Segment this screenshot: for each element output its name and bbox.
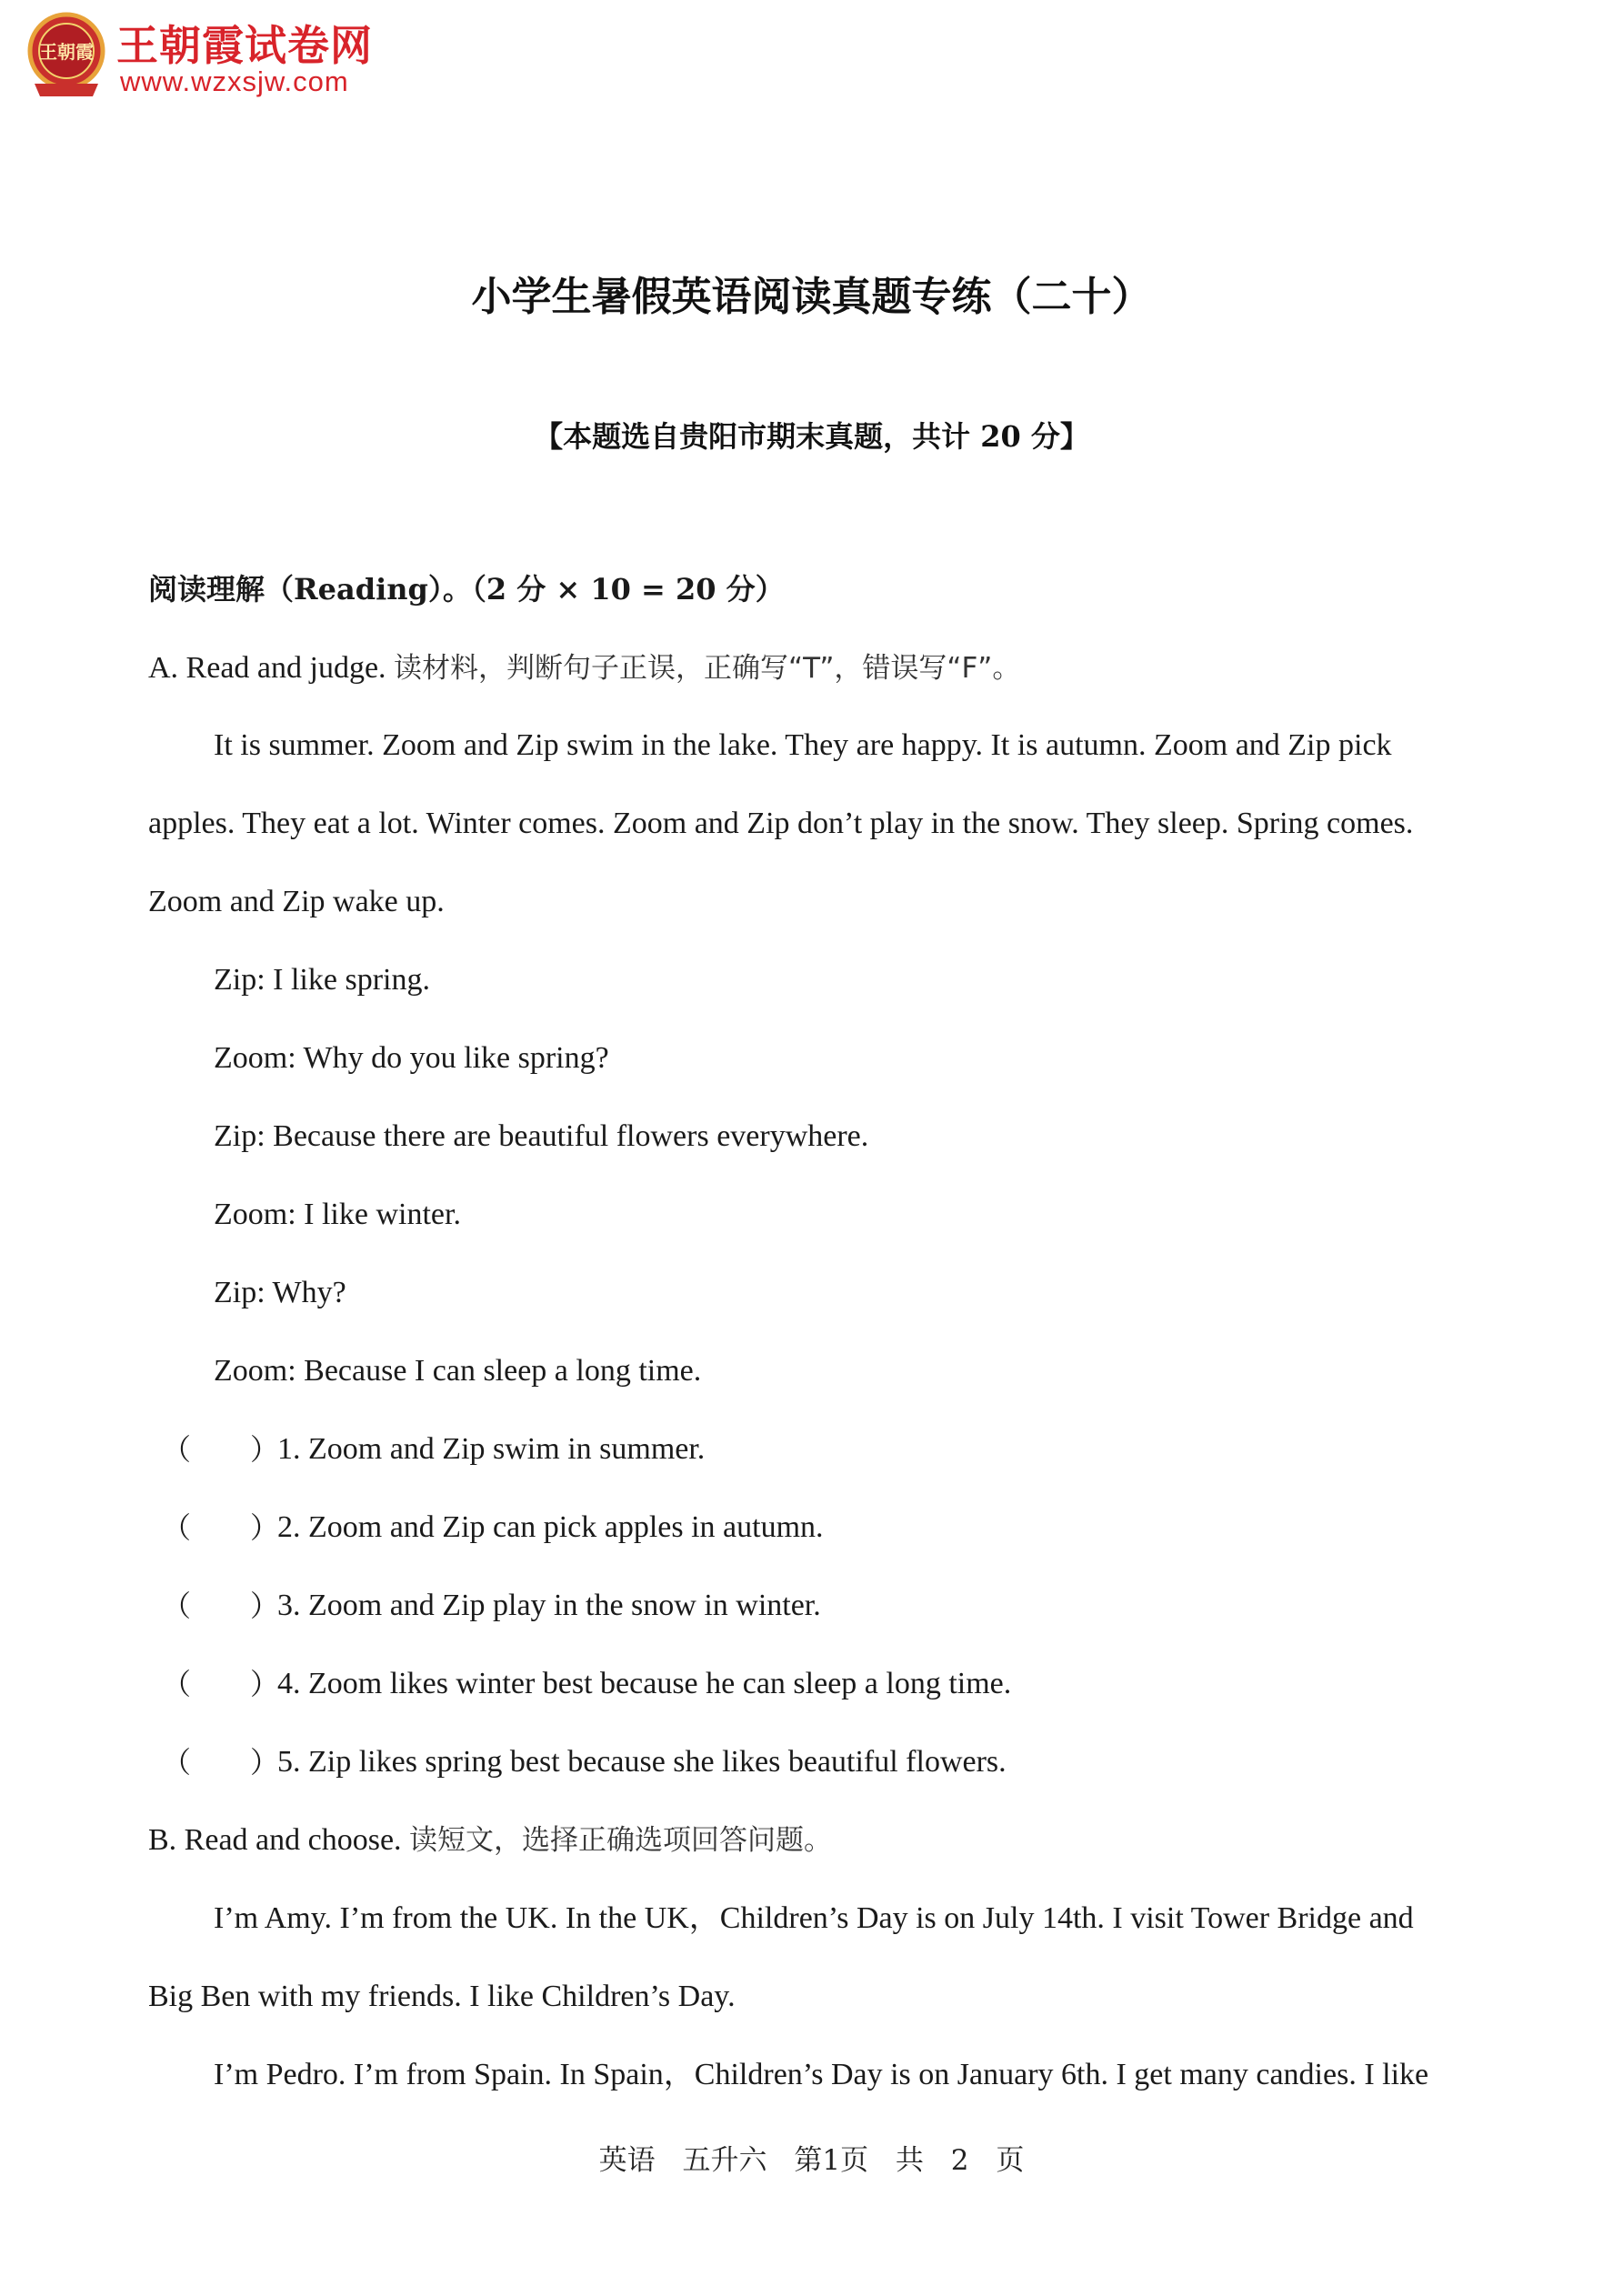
answer-blank-close: ） (250, 1668, 280, 1700)
answer-blank-open[interactable]: （ (162, 1668, 192, 1700)
site-name: 王朝霞试卷网 (116, 21, 373, 70)
passage-b-line: I’m Pedro. I’m from Spain. In Spain，Children’s Day is on January 6th. I get many candies. I like (214, 2058, 1429, 2091)
part-a-heading (148, 650, 1020, 687)
part-a-instruction: 读材料，判断句子正误，正确写“T”，错误写“F”。 (394, 652, 1021, 685)
answer-blank-open[interactable]: （ (162, 1589, 192, 1622)
dialogue-line: Zip: Why? (214, 1276, 346, 1309)
part-b-label: B. Read and choose. (148, 1823, 402, 1857)
section-heading: 阅读理解（Reading）。（2 分 × 10 = 20 分） (148, 572, 785, 607)
dialogue-line: Zoom: Why do you like spring? (214, 1041, 609, 1075)
page-title: 小学生暑假英语阅读真题专练（二十） (471, 274, 1152, 320)
part-b-heading (148, 1822, 832, 1859)
site-logo (25, 11, 407, 102)
answer-blank-open[interactable]: （ (162, 1433, 192, 1466)
page-subtitle: 【本题选自贵阳市期末真题，共计 20 分】 (534, 419, 1089, 454)
dialogue-line: Zip: I like spring. (214, 963, 430, 997)
passage-a-line: apples. They eat a lot. Winter comes. Zoom and Zip don’t play in the snow. They sleep. Spring comes. (148, 807, 1414, 840)
dialogue-line: Zoom: I like winter. (214, 1198, 461, 1231)
answer-blank-close: ） (250, 1433, 280, 1466)
passage-b-line: Big Ben with my friends. I like Children’s Day. (148, 1980, 736, 2013)
part-b-instruction: 读短文，选择正确选项回答问题。 (409, 1824, 833, 1857)
question-text: 4. Zoom likes winter best because he can sleep a long time. (277, 1667, 1012, 1700)
answer-blank-close: ） (250, 1511, 280, 1544)
dialogue-line: Zip: Because there are beautiful flowers everywhere. (214, 1119, 869, 1153)
question-text: 1. Zoom and Zip swim in summer. (277, 1432, 706, 1466)
dialogue-line: Zoom: Because I can sleep a long time. (214, 1354, 702, 1388)
page-footer: 英语 五升六 第1页 共 2 页 (598, 2144, 1025, 2177)
seal-icon (25, 11, 107, 100)
passage-a-line: Zoom and Zip wake up. (148, 885, 445, 918)
part-a-label: A. Read and judge. (148, 651, 386, 685)
answer-blank-open[interactable]: （ (162, 1511, 192, 1544)
question-text: 3. Zoom and Zip play in the snow in winter. (277, 1589, 821, 1622)
answer-blank-close: ） (250, 1746, 280, 1779)
site-url[interactable]: www.wzxsjw.com (120, 65, 349, 97)
answer-blank-close: ） (250, 1589, 280, 1622)
question-text: 5. Zip likes spring best because she likes beautiful flowers. (277, 1745, 1007, 1779)
question-text: 2. Zoom and Zip can pick apples in autumn. (277, 1510, 824, 1544)
answer-blank-open[interactable]: （ (162, 1746, 192, 1779)
passage-b-line: I’m Amy. I’m from the UK. In the UK，Children’s Day is on July 14th. I visit Tower Bridge and (214, 1901, 1414, 1935)
passage-a-line: It is summer. Zoom and Zip swim in the lake. They are happy. It is autumn. Zoom and Zip pick (214, 728, 1392, 762)
svg-text:王朝霞: 王朝霞 (39, 41, 94, 63)
